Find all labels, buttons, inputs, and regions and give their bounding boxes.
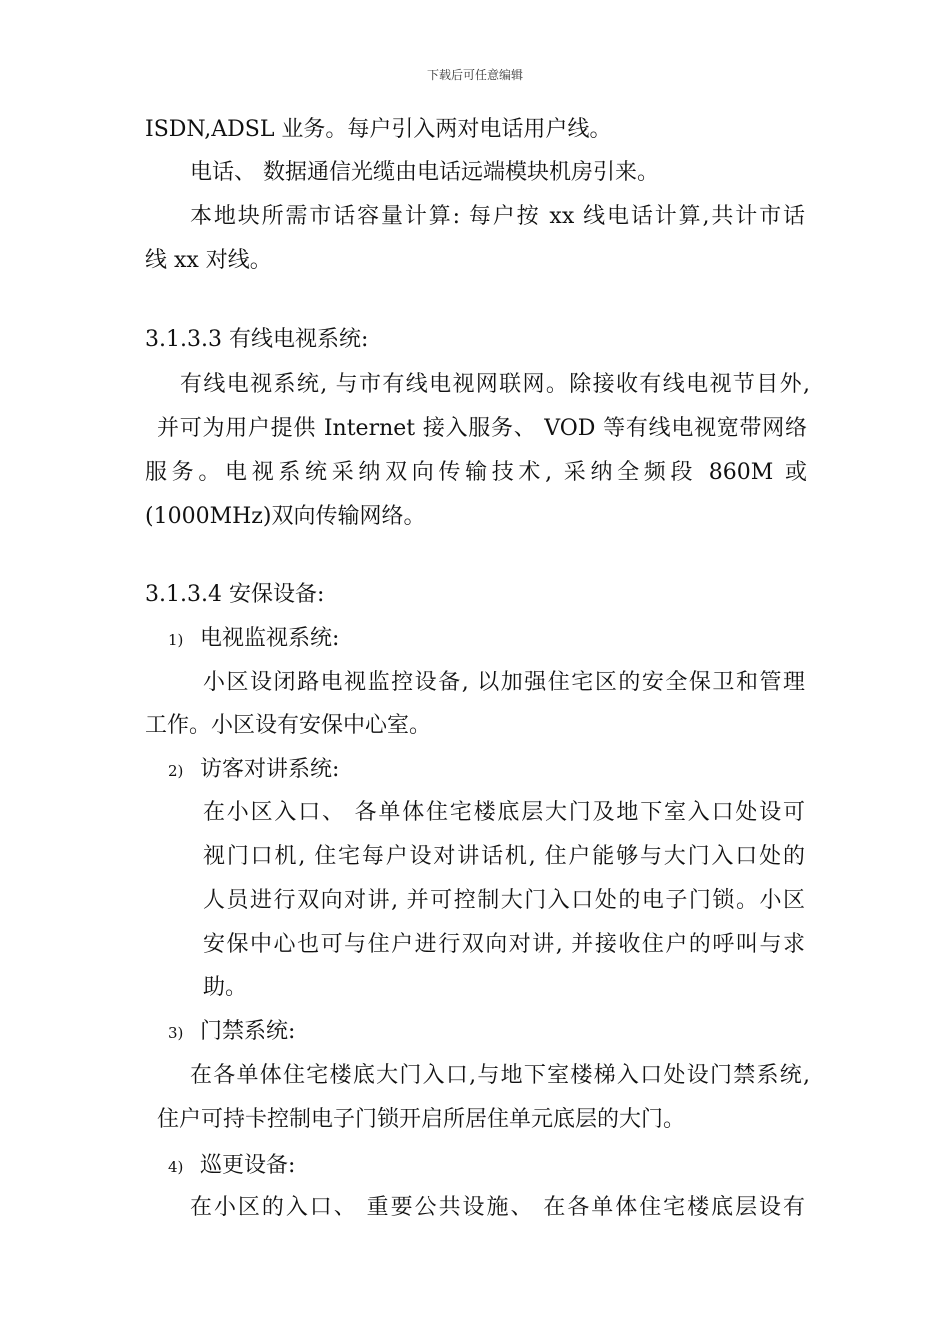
paragraph-line: 服务。电视系统采纳双向传输技术, 采纳全频段 860M 或 [145,460,807,485]
list-title-text: 门禁系统: [200,1019,296,1044]
paragraph-line: ISDN,ADSL 业务。每户引入两对电话用户线。 [145,117,612,142]
paragraph-line: 并可为用户提供 Internet 接入服务、 VOD 等有线电视宽带网络 [157,416,807,441]
list-number: 1) [168,631,184,649]
section-heading: 3.1.3.4 安保设备: [145,582,325,607]
paragraph-line: 住户可持卡控制电子门锁开启所居住单元底层的大门。 [157,1107,686,1132]
paragraph-line: 工作。小区设有安保中心室。 [145,713,432,738]
paragraph-line: 小区设闭路电视监控设备, 以加强住宅区的安全保卫和管理 [203,670,805,695]
section-heading: 3.1.3.3 有线电视系统: [145,327,369,352]
list-item-title [168,755,339,786]
paragraph-line: 安保中心也可与住户进行双向对讲, 并接收住户的呼叫与求 [203,932,805,957]
list-number: 3) [168,1024,184,1042]
paragraph-line: 在小区入口、 各单体住宅楼底层大门及地下室入口处设可 [203,800,805,825]
list-number: 2) [168,762,184,780]
paragraph-line: 在各单体住宅楼底大门入口,与地下室楼梯入口处设门禁系统, [190,1063,810,1088]
paragraph-line: 视门口机, 住宅每户设对讲话机, 住户能够与大门入口处的 [203,844,805,869]
page-header: 下载后可任意编辑 [426,68,523,82]
list-title-text: 电视监视系统: [200,626,340,651]
paragraph-line: 线 xx 对线。 [145,248,272,273]
list-title-text: 巡更设备: [200,1153,296,1178]
list-number: 4) [168,1158,184,1176]
list-title-text: 访客对讲系统: [200,757,340,782]
paragraph-line: 本地块所需市话容量计算: 每户按 xx 线电话计算,共计市话 [190,204,805,229]
paragraph-line: 有线电视系统, 与市有线电视网联网。除接收有线电视节目外, [180,372,810,397]
paragraph-line: 助。 [203,975,248,1000]
paragraph-line: 电话、 数据通信光缆由电话远端模块机房引来。 [190,160,659,185]
list-item-title [168,624,339,655]
paragraph-line: 在小区的入口、 重要公共设施、 在各单体住宅楼底层设有 [190,1195,805,1220]
paragraph-line: 人员进行双向对讲, 并可控制大门入口处的电子门锁。小区 [203,888,805,913]
list-item-title [168,1151,295,1182]
paragraph-line: (1000MHz)双向传输网络。 [145,504,426,529]
list-item-title [168,1017,295,1048]
